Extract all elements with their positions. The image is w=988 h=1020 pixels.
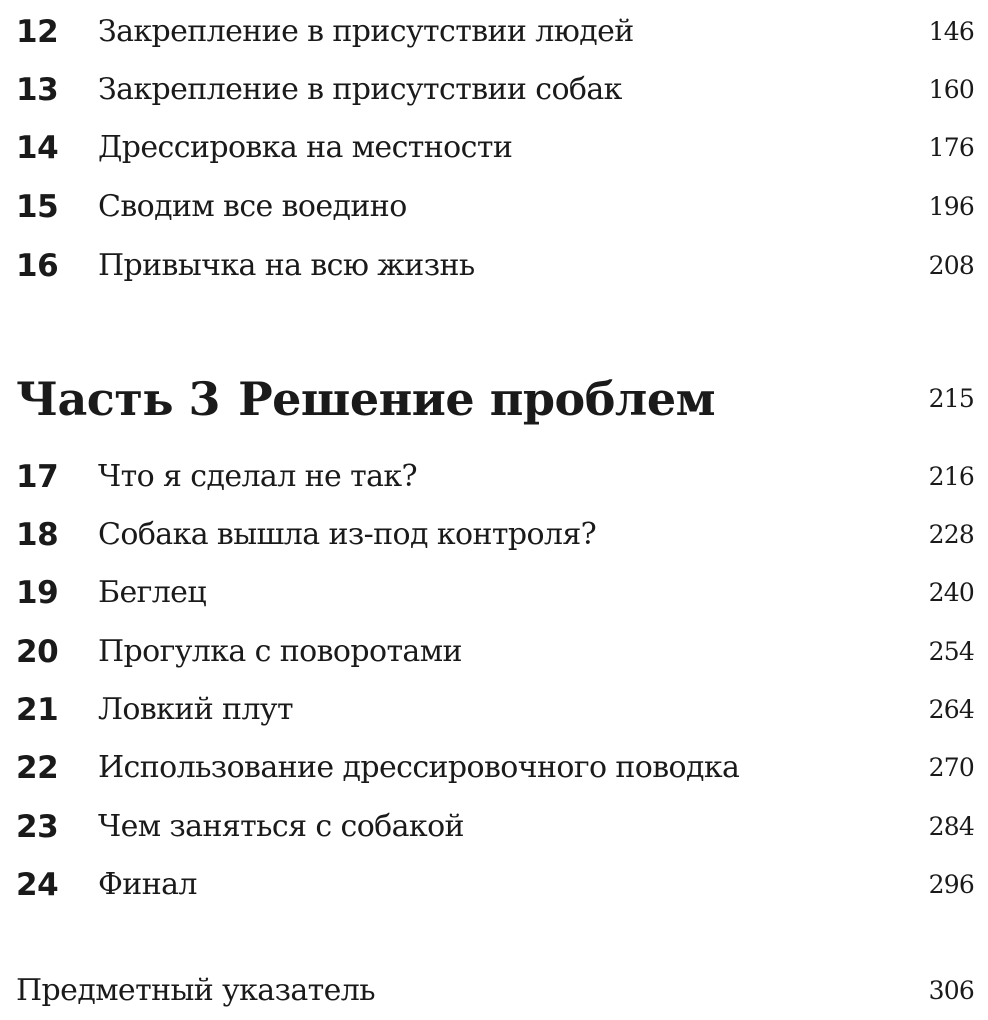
toc-entry-index[interactable] [0,967,988,1015]
chapter-number: 15 [16,189,59,225]
chapter-title: Что я сделал не так? [98,459,418,494]
toc-entry[interactable] [0,124,988,172]
chapter-number: 20 [16,634,59,670]
part-title [16,364,715,434]
chapter-number: 22 [16,750,59,786]
chapter-number: 13 [16,72,59,108]
chapter-number: 16 [16,248,59,284]
chapter-title: Дрессировка на местности [98,130,513,165]
chapter-number: 18 [16,517,59,553]
chapter-title: Закрепление в присутствии людей [98,14,634,49]
chapter-title: Использование дрессировочного поводка [98,750,740,785]
page-number: 296 [928,870,974,899]
chapter-number: 21 [16,692,59,728]
toc-entry[interactable] [0,628,988,676]
toc-entry[interactable] [0,183,988,231]
chapter-title: Привычка на всю жизнь [98,248,475,283]
chapter-title: Закрепление в присутствии собак [98,72,622,107]
toc-entry[interactable] [0,66,988,114]
page-number: 254 [928,637,974,666]
toc-entry[interactable] [0,8,988,56]
toc-entry[interactable] [0,861,988,909]
part-heading[interactable] [0,364,988,434]
chapter-title: Ловкий плут [98,692,293,727]
page-number: 176 [928,133,974,162]
page-number: 284 [928,812,974,841]
toc-entry[interactable] [0,511,988,559]
chapter-number: 23 [16,809,59,845]
page-number: 270 [928,753,974,782]
chapter-number: 14 [16,130,59,166]
toc-entry[interactable] [0,453,988,501]
part-label: Часть 3 [16,372,221,426]
page-number: 160 [928,75,974,104]
page-number: 264 [928,695,974,724]
chapter-title: Чем заняться с собакой [98,809,464,844]
chapter-title: Собака вышла из-под контроля? [98,517,597,552]
toc-entry[interactable] [0,686,988,734]
index-title: Предметный указатель [16,973,375,1008]
chapter-title: Сводим все воедино [98,189,407,224]
chapter-title: Беглец [98,575,207,610]
toc-entry[interactable] [0,242,988,290]
toc-entry[interactable] [0,744,988,792]
chapter-title: Прогулка с поворотами [98,634,462,669]
chapter-title: Финал [98,867,197,902]
chapter-number: 19 [16,575,59,611]
chapter-number: 17 [16,459,59,495]
toc-entry[interactable] [0,569,988,617]
page-number: 215 [928,384,974,413]
page-number: 306 [928,976,974,1005]
page-number: 228 [928,520,974,549]
page-number: 146 [928,17,974,46]
page-number: 196 [928,192,974,221]
toc-entry[interactable] [0,803,988,851]
part-name: Решение проблем [238,372,716,426]
page-number: 208 [928,251,974,280]
chapter-number: 24 [16,867,59,903]
page-number: 216 [928,462,974,491]
page-number: 240 [928,578,974,607]
chapter-number: 12 [16,14,59,50]
